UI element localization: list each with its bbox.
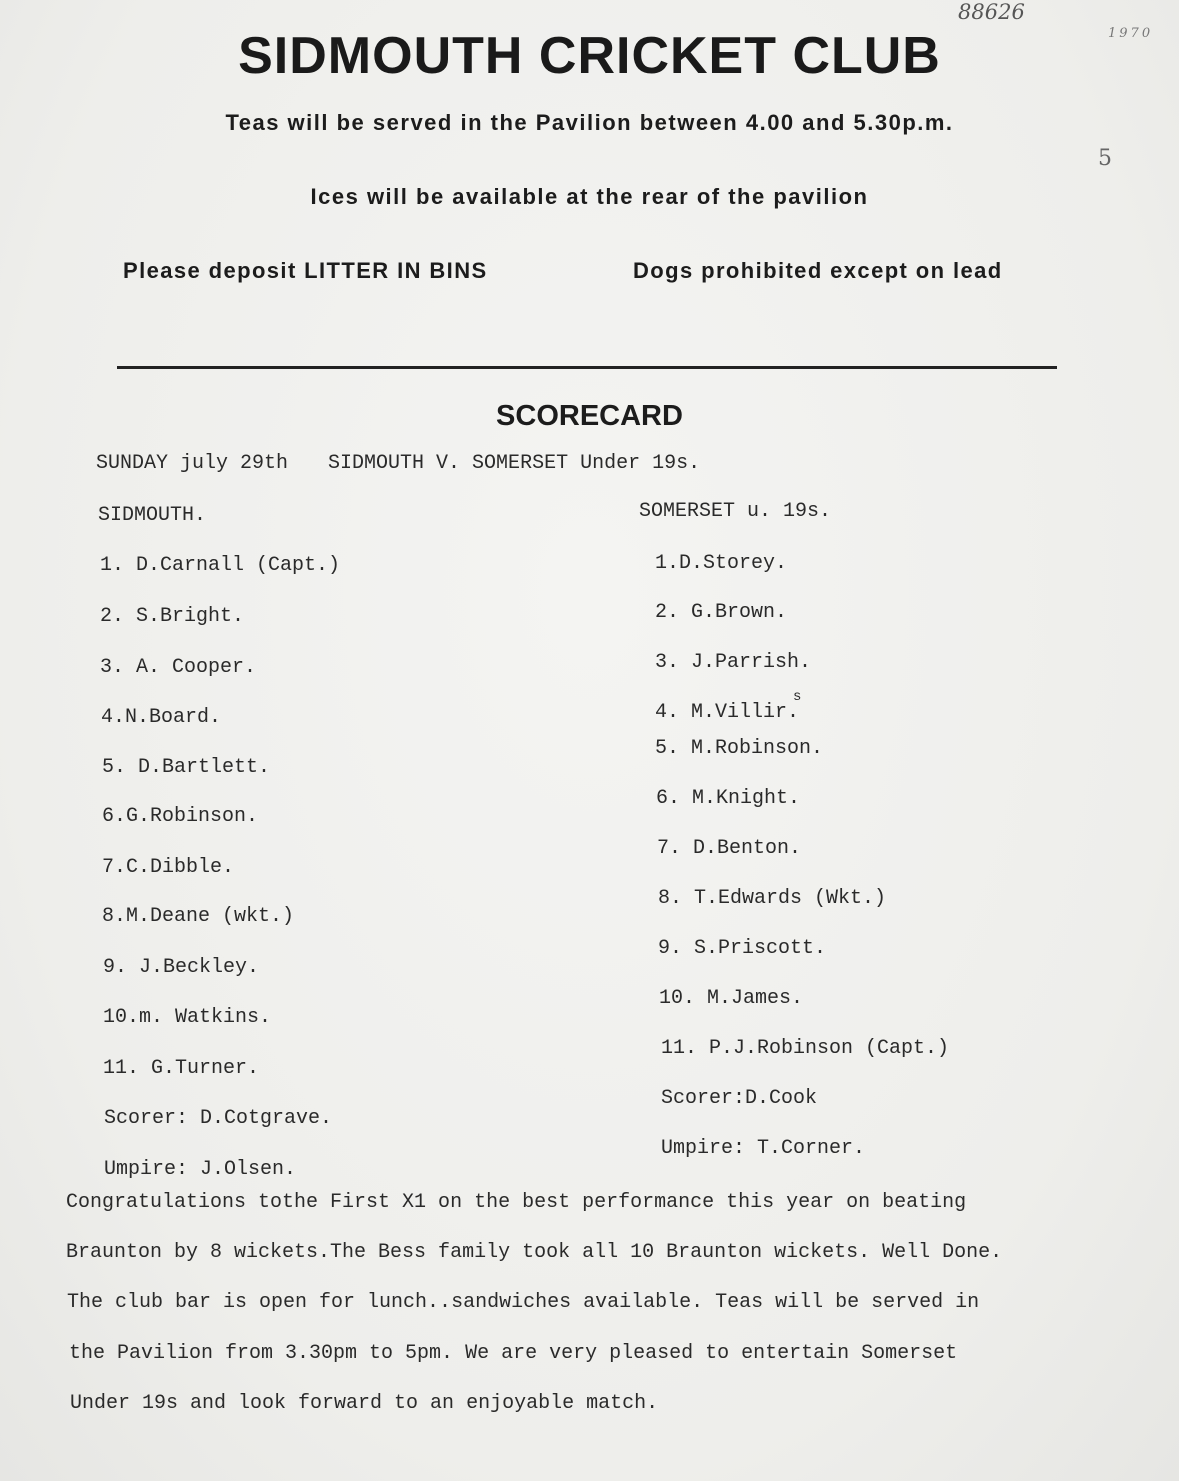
match-date: SUNDAY july 29th (96, 452, 289, 475)
somerset-player: 8. T.Edwards (Wkt.) (658, 887, 887, 910)
margin-mark: 5 (1098, 146, 1112, 171)
villir-correction: s (793, 689, 802, 705)
somerset-player: 4. M.Villir. (655, 701, 800, 724)
match-title: SIDMOUTH V. SOMERSET Under 19s. (328, 452, 701, 475)
somerset-player: 10. M.James. (659, 987, 804, 1010)
teas-notice: Teas will be served in the Pavilion between 4.00 and 5.30p.m. (225, 110, 954, 135)
archive-number: 88626 (958, 0, 1025, 24)
somerset-player: 6. M.Knight. (656, 787, 801, 810)
closing-line: the Pavilion from 3.30pm to 5pm. We are very pleased to entertain Somerset (69, 1342, 958, 1365)
sidmouth-player: 3. A. Cooper. (100, 656, 257, 679)
sidmouth-player: 1. D.Carnall (Capt.) (100, 554, 341, 577)
sidmouth-player: 5. D.Bartlett. (102, 756, 271, 779)
dogs-notice: Dogs prohibited except on lead (633, 258, 1003, 283)
closing-line: Under 19s and look forward to an enjoyable match. (70, 1392, 659, 1415)
sidmouth-player: 9. J.Beckley. (103, 956, 260, 979)
somerset-player: 9. S.Priscott. (658, 937, 827, 960)
sidmouth-player: 7.C.Dibble. (102, 856, 235, 879)
somerset-player: 1.D.Storey. (655, 552, 788, 575)
somerset-umpire: Umpire: T.Corner. (661, 1137, 866, 1160)
sidmouth-umpire: Umpire: J.Olsen. (104, 1158, 297, 1181)
club-title: SIDMOUTH CRICKET CLUB (238, 27, 941, 85)
somerset-player: 11. P.J.Robinson (Capt.) (661, 1037, 950, 1060)
somerset-player: 5. M.Robinson. (655, 737, 824, 760)
ices-notice: Ices will be available at the rear of the pavilion (310, 184, 869, 209)
year-note: 1970 (1108, 26, 1154, 41)
sidmouth-player: 8.M.Deane (wkt.) (102, 905, 295, 928)
somerset-team-name: SOMERSET u. 19s. (639, 500, 832, 523)
divider-rule (117, 366, 1057, 369)
sidmouth-player: 11. G.Turner. (103, 1057, 260, 1080)
closing-line: The club bar is open for lunch..sandwiches available. Teas will be served in (67, 1291, 980, 1314)
sidmouth-player: 10.m. Watkins. (103, 1006, 272, 1029)
closing-line: Congratulations tothe First X1 on the best performance this year on beating (66, 1191, 967, 1214)
sidmouth-player: 2. S.Bright. (100, 605, 245, 628)
scorecard-title: SCORECARD (496, 400, 683, 432)
sidmouth-player: 6.G.Robinson. (102, 805, 259, 828)
litter-notice: Please deposit LITTER IN BINS (123, 258, 488, 283)
somerset-player: 2. G.Brown. (655, 601, 788, 624)
match-line (96, 452, 700, 475)
sidmouth-player: 4.N.Board. (101, 706, 222, 729)
somerset-scorer: Scorer:D.Cook (661, 1087, 818, 1110)
sidmouth-scorer: Scorer: D.Cotgrave. (104, 1107, 333, 1130)
somerset-player: 7. D.Benton. (657, 837, 802, 860)
somerset-player: 3. J.Parrish. (655, 651, 812, 674)
closing-line: Braunton by 8 wickets.The Bess family took all 10 Braunton wickets. Well Done. (66, 1241, 1003, 1264)
sidmouth-team-name: SIDMOUTH. (98, 504, 207, 527)
